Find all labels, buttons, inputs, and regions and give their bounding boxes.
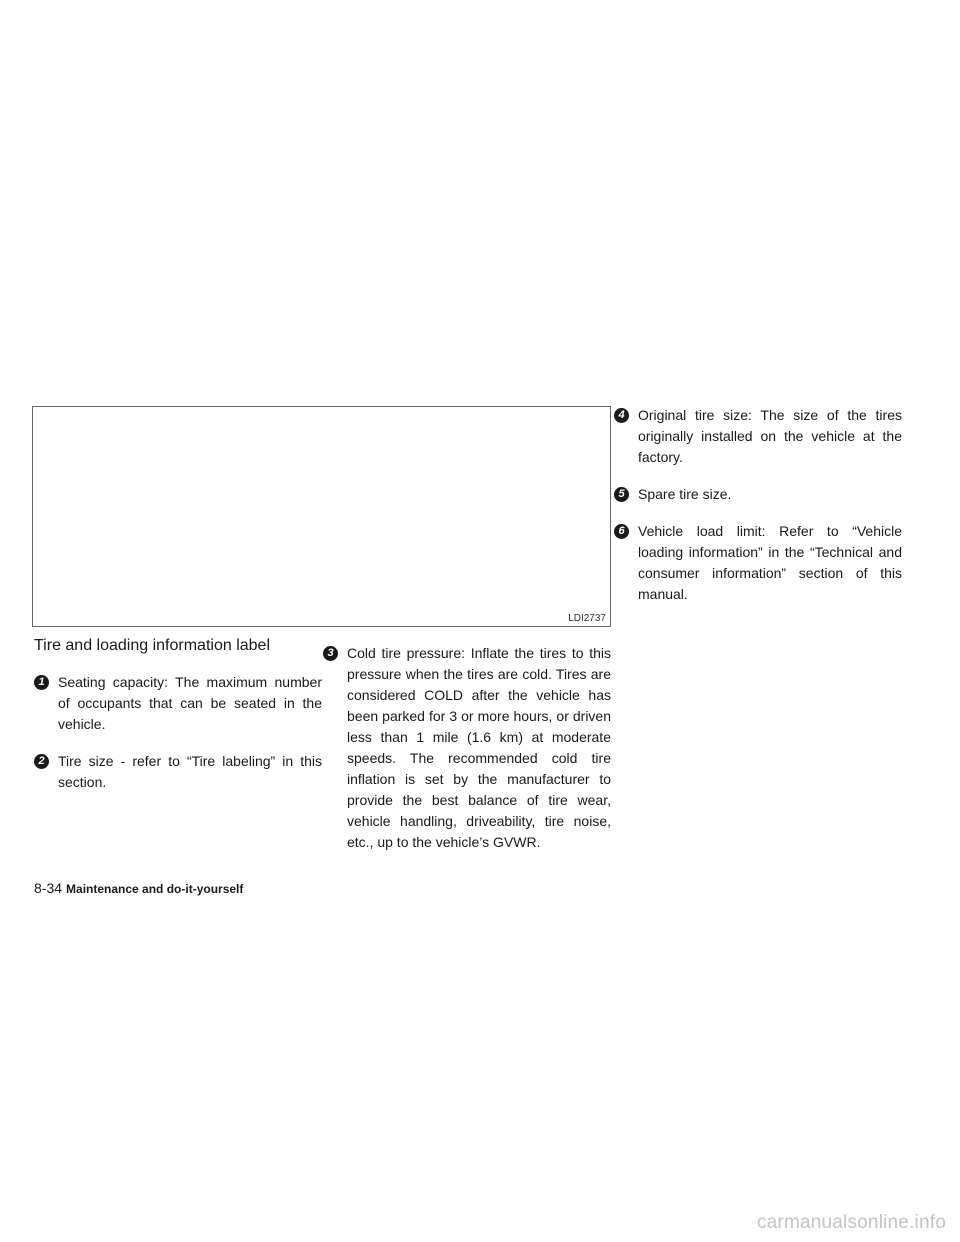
column-2 [323, 643, 611, 869]
list-item [34, 672, 322, 735]
tire-label-figure [32, 406, 611, 627]
item-text: Seating capacity: The maximum number of occupants that can be seated in the vehicle. [58, 674, 322, 732]
list-item [614, 405, 902, 468]
item-number-badge: 5 [614, 487, 629, 502]
footer-section-title: Maintenance and do-it-yourself [66, 882, 244, 896]
item-number-badge: 6 [614, 524, 629, 539]
list-item [323, 643, 611, 853]
item-number-badge: 4 [614, 408, 629, 423]
column-1 [34, 672, 322, 809]
watermark: carmanualsonline.info [756, 1212, 946, 1233]
column-3 [614, 405, 902, 621]
page-footer [34, 880, 243, 896]
figure-code: LDI2737 [568, 613, 606, 624]
item-number-badge: 3 [323, 646, 338, 661]
item-text: Spare tire size. [638, 486, 732, 502]
item-text: Original tire size: The size of the tires originally installed on the vehicle at the factory. [638, 407, 902, 465]
item-text: Tire size - refer to “Tire labeling” in this section. [58, 753, 322, 790]
item-number-badge: 1 [34, 675, 49, 690]
item-text: Vehicle load limit: Refer to “Vehicle loading information” in the “Technical and consumer information” section of this manual. [638, 523, 902, 602]
list-item [614, 484, 902, 505]
item-text: Cold tire pressure: Inflate the tires to this pressure when the tires are cold. Tires are considered COLD after the vehicle has been parked for 3 or more hours, or driven less than 1 mile (1.6 km) at moderate speeds. The recommended cold tire inflation is set by the manufacturer to provide the best balance of tire wear, vehicle handling, driveability, tire noise, etc., up to the vehicle’s GVWR. [347, 645, 611, 850]
section-title: Tire and loading information label [34, 637, 270, 654]
list-item [34, 751, 322, 793]
page-number: 8-34 [34, 880, 63, 896]
list-item [614, 521, 902, 605]
item-number-badge: 2 [34, 754, 49, 769]
